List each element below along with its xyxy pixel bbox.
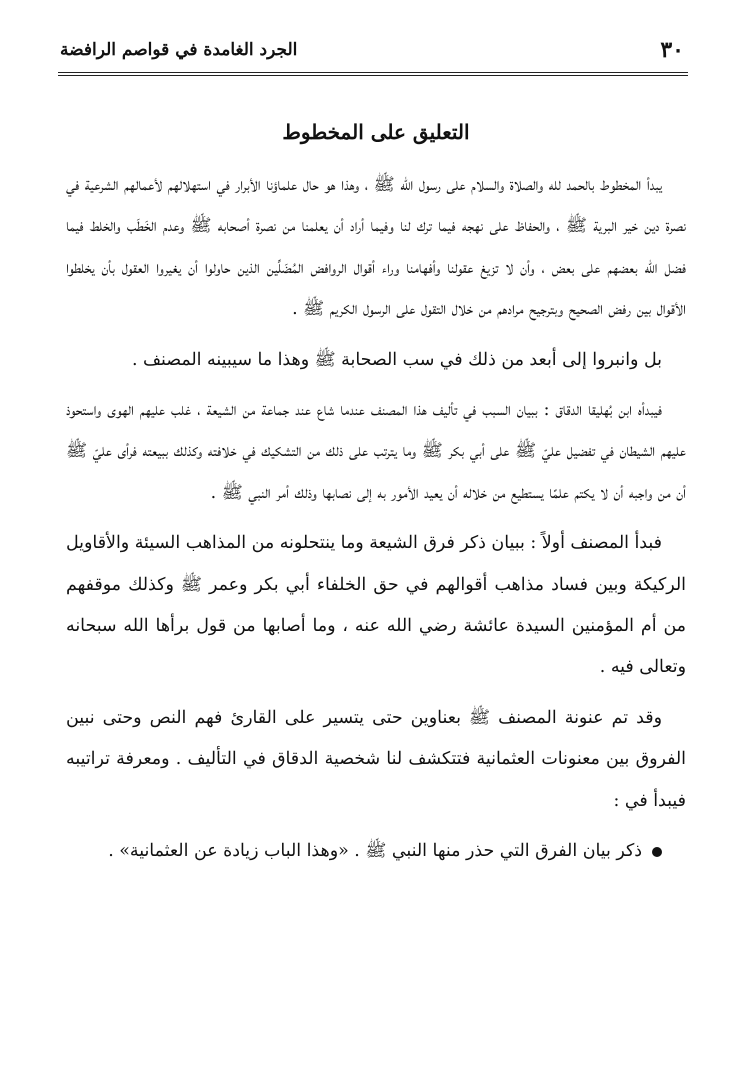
page-number: ٣٠	[660, 37, 684, 63]
bullet-icon	[652, 847, 662, 857]
running-title: الجرد الغامدة في قواصم الرافضة	[60, 40, 298, 60]
header-rule	[58, 72, 688, 76]
paragraph-3: فيبدأه ابن بُهليقا الدقاق : ببيان السبب في تأليف هذا المصنف عندما شاع عند جماعة من الشيعة ، غلب عليهم الهوى واستحوذ عليهم الشيطان في تفضيل عليّ ﷺ على أبي بكر ﷺ وما يترتب على ذلك من التشكيك في خلافته وكذلك ببيعته فرأى عليّ ﷺ أن من واجبه أن لا يكتم علمًا يستطيع من خلاله أن يعيد الأمور به إلى نصابها وذلك أمر النبي ﷺ .	[66, 400, 686, 503]
body-text	[66, 165, 686, 873]
bullet-text: ذكر بيان الفرق التي حذر منها النبي ﷺ . «وهذا الباب زيادة عن العثمانية» .	[108, 841, 642, 862]
running-head	[60, 34, 684, 66]
paragraph-4: فبدأ المصنف أولاً : ببيان ذكر فرق الشيعة وما ينتحلونه من المذاهب السيئة والأقاويل الركيكة وبين فساد مذاهب أقوالهم في حق الخلفاء أبي بكر وعمر ﷺ وكذلك موقفهم من أم المؤمنين السيدة عائشة رضي الله عنه ، وما أصابها من قول برأها الله سبحانه وتعالى فيه .	[66, 533, 686, 678]
section-title: التعليق على المخطوط	[282, 120, 470, 144]
bullet-item	[66, 831, 686, 872]
paragraph-2: بل وانبروا إلى أبعد من ذلك في سب الصحابة ﷺ وهذا ما سيبينه المصنف .	[131, 349, 662, 370]
paragraph-1: يبدأ المخطوط بالحمد لله والصلاة والسلام على رسول الله ﷺ ، وهذا هو حال علماؤنا الأبرار في استهلالهم لأعمالهم الشرعية في نصرة دين خير البرية ﷺ ، والحفاظ على نهجه فيما ترك لنا وفيما أراد أن يعلمنا من نصرة أصحابه ﷺ وعدم الخَطَب والخلط فيما فضل الله بعضهم على بعض ، وأن لا تزيغ عقولنا وأفهامنا وراء أقوال الروافض المُضَلِّين الذين حاولوا أن يغيروا العقول بأن يخلطوا الأقوال بين رفض الصحيح وبترجيح مرادهم من خلال التقول على الرسول الكريم ﷺ .	[66, 175, 686, 320]
paragraph-5: وقد تم عنونة المصنف ﷺ بعناوين حتى يتسير على القارئ فهم النص وحتى نبين الفروق بين معنونات العثمانية فتتكشف لنا شخصية الدقاق في التأليف . ومعرفة تراتيبه فيبدأ في :	[66, 707, 686, 811]
